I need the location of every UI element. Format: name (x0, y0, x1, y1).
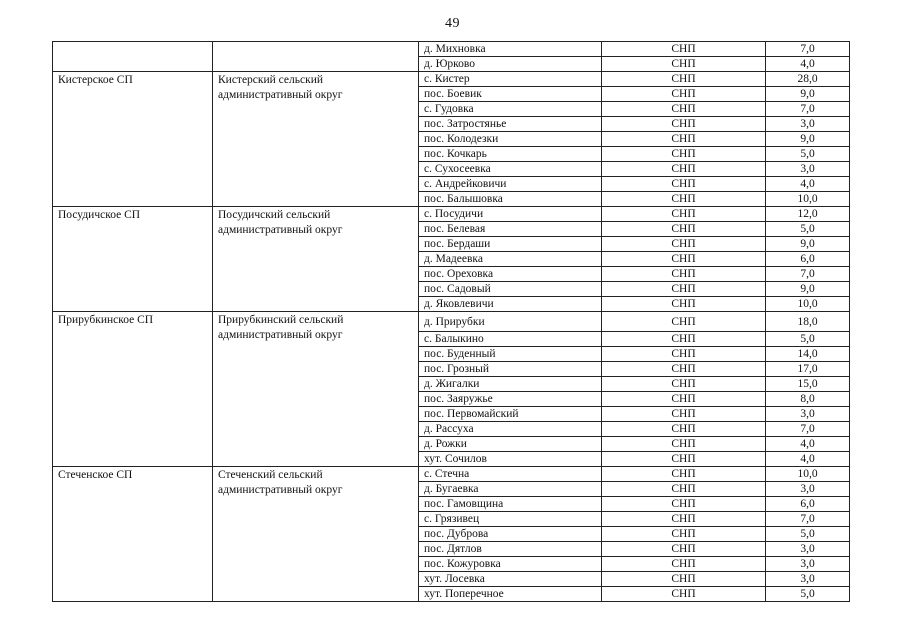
value: 7,0 (766, 42, 850, 57)
category: СНП (602, 297, 766, 312)
category: СНП (602, 222, 766, 237)
category: СНП (602, 332, 766, 347)
locality-name: с. Сухосеевка (419, 162, 602, 177)
locality-name: пос. Грозный (419, 362, 602, 377)
value: 3,0 (766, 162, 850, 177)
table-row (53, 72, 850, 87)
category: СНП (602, 102, 766, 117)
administrative-district: Кистерский сельский административный округ (213, 72, 419, 207)
category: СНП (602, 422, 766, 437)
value: 4,0 (766, 57, 850, 72)
value: 7,0 (766, 422, 850, 437)
locality-name: с. Гудовка (419, 102, 602, 117)
category: СНП (602, 57, 766, 72)
administrative-district (213, 42, 419, 72)
locality-name: пос. Первомайский (419, 407, 602, 422)
locality-name: пос. Дуброва (419, 527, 602, 542)
value: 5,0 (766, 222, 850, 237)
settlement-name: Посудичское СП (53, 207, 213, 312)
locality-name: пос. Балышовка (419, 192, 602, 207)
category: СНП (602, 497, 766, 512)
locality-name: пос. Садовый (419, 282, 602, 297)
category: СНП (602, 132, 766, 147)
category: СНП (602, 557, 766, 572)
category: СНП (602, 177, 766, 192)
category: СНП (602, 392, 766, 407)
category: СНП (602, 512, 766, 527)
value: 3,0 (766, 542, 850, 557)
category: СНП (602, 87, 766, 102)
administrative-district: Стеченский сельский административный округ (213, 467, 419, 602)
value: 7,0 (766, 267, 850, 282)
category: СНП (602, 312, 766, 332)
locality-name: пос. Заяружье (419, 392, 602, 407)
value: 5,0 (766, 527, 850, 542)
locality-name: с. Посудичи (419, 207, 602, 222)
locality-name: д. Рожки (419, 437, 602, 452)
locality-name: д. Михновка (419, 42, 602, 57)
value: 4,0 (766, 177, 850, 192)
table-row (53, 312, 850, 332)
category: СНП (602, 42, 766, 57)
locality-name: пос. Боевик (419, 87, 602, 102)
category: СНП (602, 72, 766, 87)
value: 10,0 (766, 467, 850, 482)
value: 17,0 (766, 362, 850, 377)
value: 5,0 (766, 147, 850, 162)
value: 28,0 (766, 72, 850, 87)
category: СНП (602, 542, 766, 557)
value: 10,0 (766, 297, 850, 312)
category: СНП (602, 207, 766, 222)
value: 5,0 (766, 587, 850, 602)
category: СНП (602, 237, 766, 252)
locality-name: д. Бугаевка (419, 482, 602, 497)
locality-name: д. Мадеевка (419, 252, 602, 267)
locality-name: хут. Лосевка (419, 572, 602, 587)
category: СНП (602, 572, 766, 587)
category: СНП (602, 117, 766, 132)
value: 9,0 (766, 282, 850, 297)
locality-name: пос. Кожуровка (419, 557, 602, 572)
value: 3,0 (766, 482, 850, 497)
settlement-name (53, 42, 213, 72)
locality-name: с. Андрейковичи (419, 177, 602, 192)
locality-name: д. Прирубки (419, 312, 602, 332)
table-row (53, 207, 850, 222)
locality-name: д. Яковлевичи (419, 297, 602, 312)
locality-name: хут. Сочилов (419, 452, 602, 467)
locality-name: д. Жигалки (419, 377, 602, 392)
category: СНП (602, 282, 766, 297)
value: 7,0 (766, 102, 850, 117)
value: 5,0 (766, 332, 850, 347)
value: 12,0 (766, 207, 850, 222)
category: СНП (602, 147, 766, 162)
locality-name: с. Грязивец (419, 512, 602, 527)
value: 6,0 (766, 497, 850, 512)
locality-name: пос. Ореховка (419, 267, 602, 282)
locality-name: пос. Белевая (419, 222, 602, 237)
table-row (53, 42, 850, 57)
category: СНП (602, 482, 766, 497)
administrative-district: Посудичский сельский административный округ (213, 207, 419, 312)
category: СНП (602, 252, 766, 267)
value: 15,0 (766, 377, 850, 392)
locality-name: хут. Поперечное (419, 587, 602, 602)
category: СНП (602, 362, 766, 377)
value: 9,0 (766, 132, 850, 147)
category: СНП (602, 407, 766, 422)
value: 3,0 (766, 407, 850, 422)
locality-name: д. Юрково (419, 57, 602, 72)
value: 6,0 (766, 252, 850, 267)
value: 4,0 (766, 452, 850, 467)
page-number: 49 (445, 16, 460, 31)
category: СНП (602, 587, 766, 602)
locality-name: пос. Затростянье (419, 117, 602, 132)
category: СНП (602, 377, 766, 392)
table-row (53, 467, 850, 482)
settlements-table (52, 41, 850, 602)
category: СНП (602, 347, 766, 362)
value: 8,0 (766, 392, 850, 407)
value: 10,0 (766, 192, 850, 207)
locality-name: пос. Буденный (419, 347, 602, 362)
locality-name: с. Кистер (419, 72, 602, 87)
category: СНП (602, 162, 766, 177)
category: СНП (602, 467, 766, 482)
category: СНП (602, 527, 766, 542)
settlement-name: Кистерское СП (53, 72, 213, 207)
value: 9,0 (766, 87, 850, 102)
value: 3,0 (766, 117, 850, 132)
locality-name: пос. Колодезки (419, 132, 602, 147)
locality-name: пос. Дятлов (419, 542, 602, 557)
category: СНП (602, 267, 766, 282)
value: 4,0 (766, 437, 850, 452)
value: 9,0 (766, 237, 850, 252)
value: 14,0 (766, 347, 850, 362)
value: 3,0 (766, 557, 850, 572)
category: СНП (602, 437, 766, 452)
value: 7,0 (766, 512, 850, 527)
locality-name: с. Стечна (419, 467, 602, 482)
category: СНП (602, 192, 766, 207)
administrative-district: Прирубкинский сельский административный округ (213, 312, 419, 467)
locality-name: пос. Гамовщина (419, 497, 602, 512)
value: 3,0 (766, 572, 850, 587)
locality-name: д. Рассуха (419, 422, 602, 437)
settlement-name: Стеченское СП (53, 467, 213, 602)
value: 18,0 (766, 312, 850, 332)
settlement-name: Прирубкинское СП (53, 312, 213, 467)
locality-name: с. Балыкино (419, 332, 602, 347)
category: СНП (602, 452, 766, 467)
locality-name: пос. Кочкарь (419, 147, 602, 162)
locality-name: пос. Бердаши (419, 237, 602, 252)
